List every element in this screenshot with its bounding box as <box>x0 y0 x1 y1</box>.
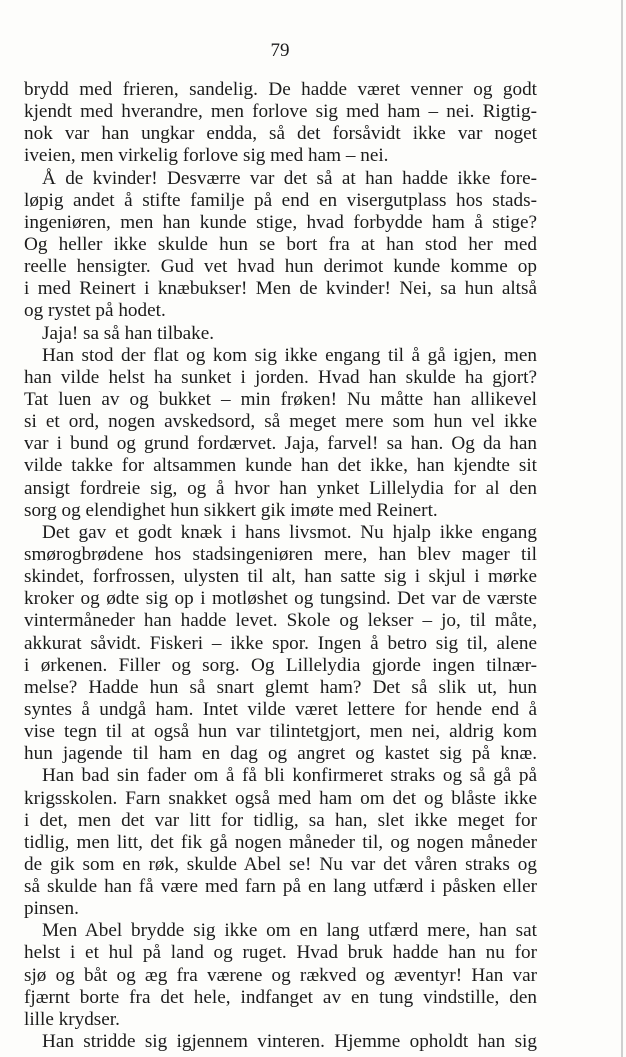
text-line: fjærnt borte fra det hele, indfanget av en tung vindstille, den <box>24 986 537 1008</box>
text-line: melse? Hadde hun så snart glemt ham? Det så slik ut, hun <box>24 676 537 698</box>
text-line: vilde takke for altsammen kunde han det ikke, han kjendte sit <box>24 455 537 477</box>
text-line: Han bad sin fader om å få bli konfirmeret straks og så gå på <box>42 765 537 787</box>
page-edge <box>621 0 623 1057</box>
text-line: han vilde helst ha sunket i jorden. Hvad han skulde ha gjort? <box>24 366 537 388</box>
text-line: brydd med frieren, sandelig. De hadde været venner og godt <box>24 79 537 100</box>
text-line: ingeniøren, men han kunde stige, hvad forbydde ham å stige? <box>24 211 537 233</box>
text-line: i det, men det var litt for tidlig, sa han, slet ikke meget for <box>24 809 537 831</box>
text-line: så skulde han få være med farn på en lang utfærd i påsken eller <box>24 876 537 898</box>
text-line: kroker og ødte sig op i motløshet og tungsind. Det var de værste <box>24 588 537 610</box>
text-line: sorg og elendighet hun sikkert gik imøte med Reinert. <box>24 499 438 521</box>
text-line: de gik som en røk, skulde Abel se! Nu var det våren straks og <box>24 853 537 875</box>
text-line: helst i et hul på land og ruget. Hvad bruk hadde han nu for <box>24 942 537 964</box>
text-line: krigsskolen. Farn snakket også med ham om det og blåste ikke <box>24 787 537 809</box>
text-line: Men Abel brydde sig ikke om en lang utfærd mere, han sat <box>42 920 537 942</box>
text-line: Han stridde sig igjennem vinteren. Hjemme opholdt han sig <box>42 1031 537 1053</box>
text-line: si et ord, nogen avskedsord, så meget mere som hun vel ikke <box>24 411 537 433</box>
text-line: syntes å undgå ham. Intet vilde været lettere for hende end å <box>24 698 537 720</box>
text-line: og rystet på hodet. <box>24 300 166 322</box>
text-line: løpig andet å stifte familje på end en visergutplass hos stads- <box>24 189 537 211</box>
text-line: vintermåneder han hadde levet. Skole og lekser – jo, til måte, <box>24 610 537 632</box>
body-text <box>24 79 537 1053</box>
text-line: akkurat såvidt. Fiskeri – ikke spor. Ingen å betro sig til, alene <box>24 632 537 654</box>
text-line: skindet, forfrossen, ulysten til alt, han satte sig i skjul i mørke <box>24 566 537 588</box>
text-line: Han stod der flat og kom sig ikke engang til å gå igjen, men <box>42 344 537 366</box>
text-line: sjø og båt og æg fra værene og rækved og æventyr! Han var <box>24 964 537 986</box>
text-line: var i bund og grund fordærvet. Jaja, farvel! sa han. Og da han <box>24 433 537 455</box>
text-line: ansigt fordreie sig, og å hvor han ynket Lillelydia for al den <box>24 477 537 499</box>
text-line: i med Reinert i knæbukser! Men de kvinder! Nei, sa hun altså <box>24 278 537 300</box>
text-line: lille krydser. <box>24 1008 120 1030</box>
text-line: i ørkenen. Filler og sorg. Og Lillelydia gjorde ingen tilnær- <box>24 654 537 676</box>
text-line: smørogbrødene hos stadsingeniøren mere, han blev mager til <box>24 543 537 565</box>
text-line: Tat luen av og bukket – min frøken! Nu måtte han allikevel <box>24 388 537 410</box>
text-line: Det gav et godt knæk i hans livsmot. Nu hjalp ikke engang <box>42 521 537 543</box>
text-line: tidlig, men litt, det fik gå nogen måneder til, og nogen måneder <box>24 831 537 853</box>
text-line: nok var han ungkar endda, så det forsåvidt ikke var noget <box>24 123 537 145</box>
text-line: pinsen. <box>24 898 79 920</box>
text-line: hun jagende til ham en dag og angret og kastet sig på knæ. <box>24 743 537 765</box>
text-line: reelle hensigter. Gud vet hvad hun derimot kunde komme op <box>24 256 537 278</box>
text-line: vise tegn til at også hun var tilintetgjort, men nei, aldrig kom <box>24 721 537 743</box>
page-number: 79 <box>270 40 290 61</box>
text-line: Og heller ikke skulde hun se bort fra at han stod her med <box>24 233 537 255</box>
text-line: Jaja! sa så han tilbake. <box>42 322 215 344</box>
text-line: iveien, men virkelig forlove sig med ham – nei. <box>24 145 389 167</box>
text-line: kjendt med hverandre, men forlove sig med ham – nei. Rigtig- <box>24 101 537 123</box>
text-line: Å de kvinder! Desværre var det så at han hadde ikke fore- <box>42 167 537 189</box>
